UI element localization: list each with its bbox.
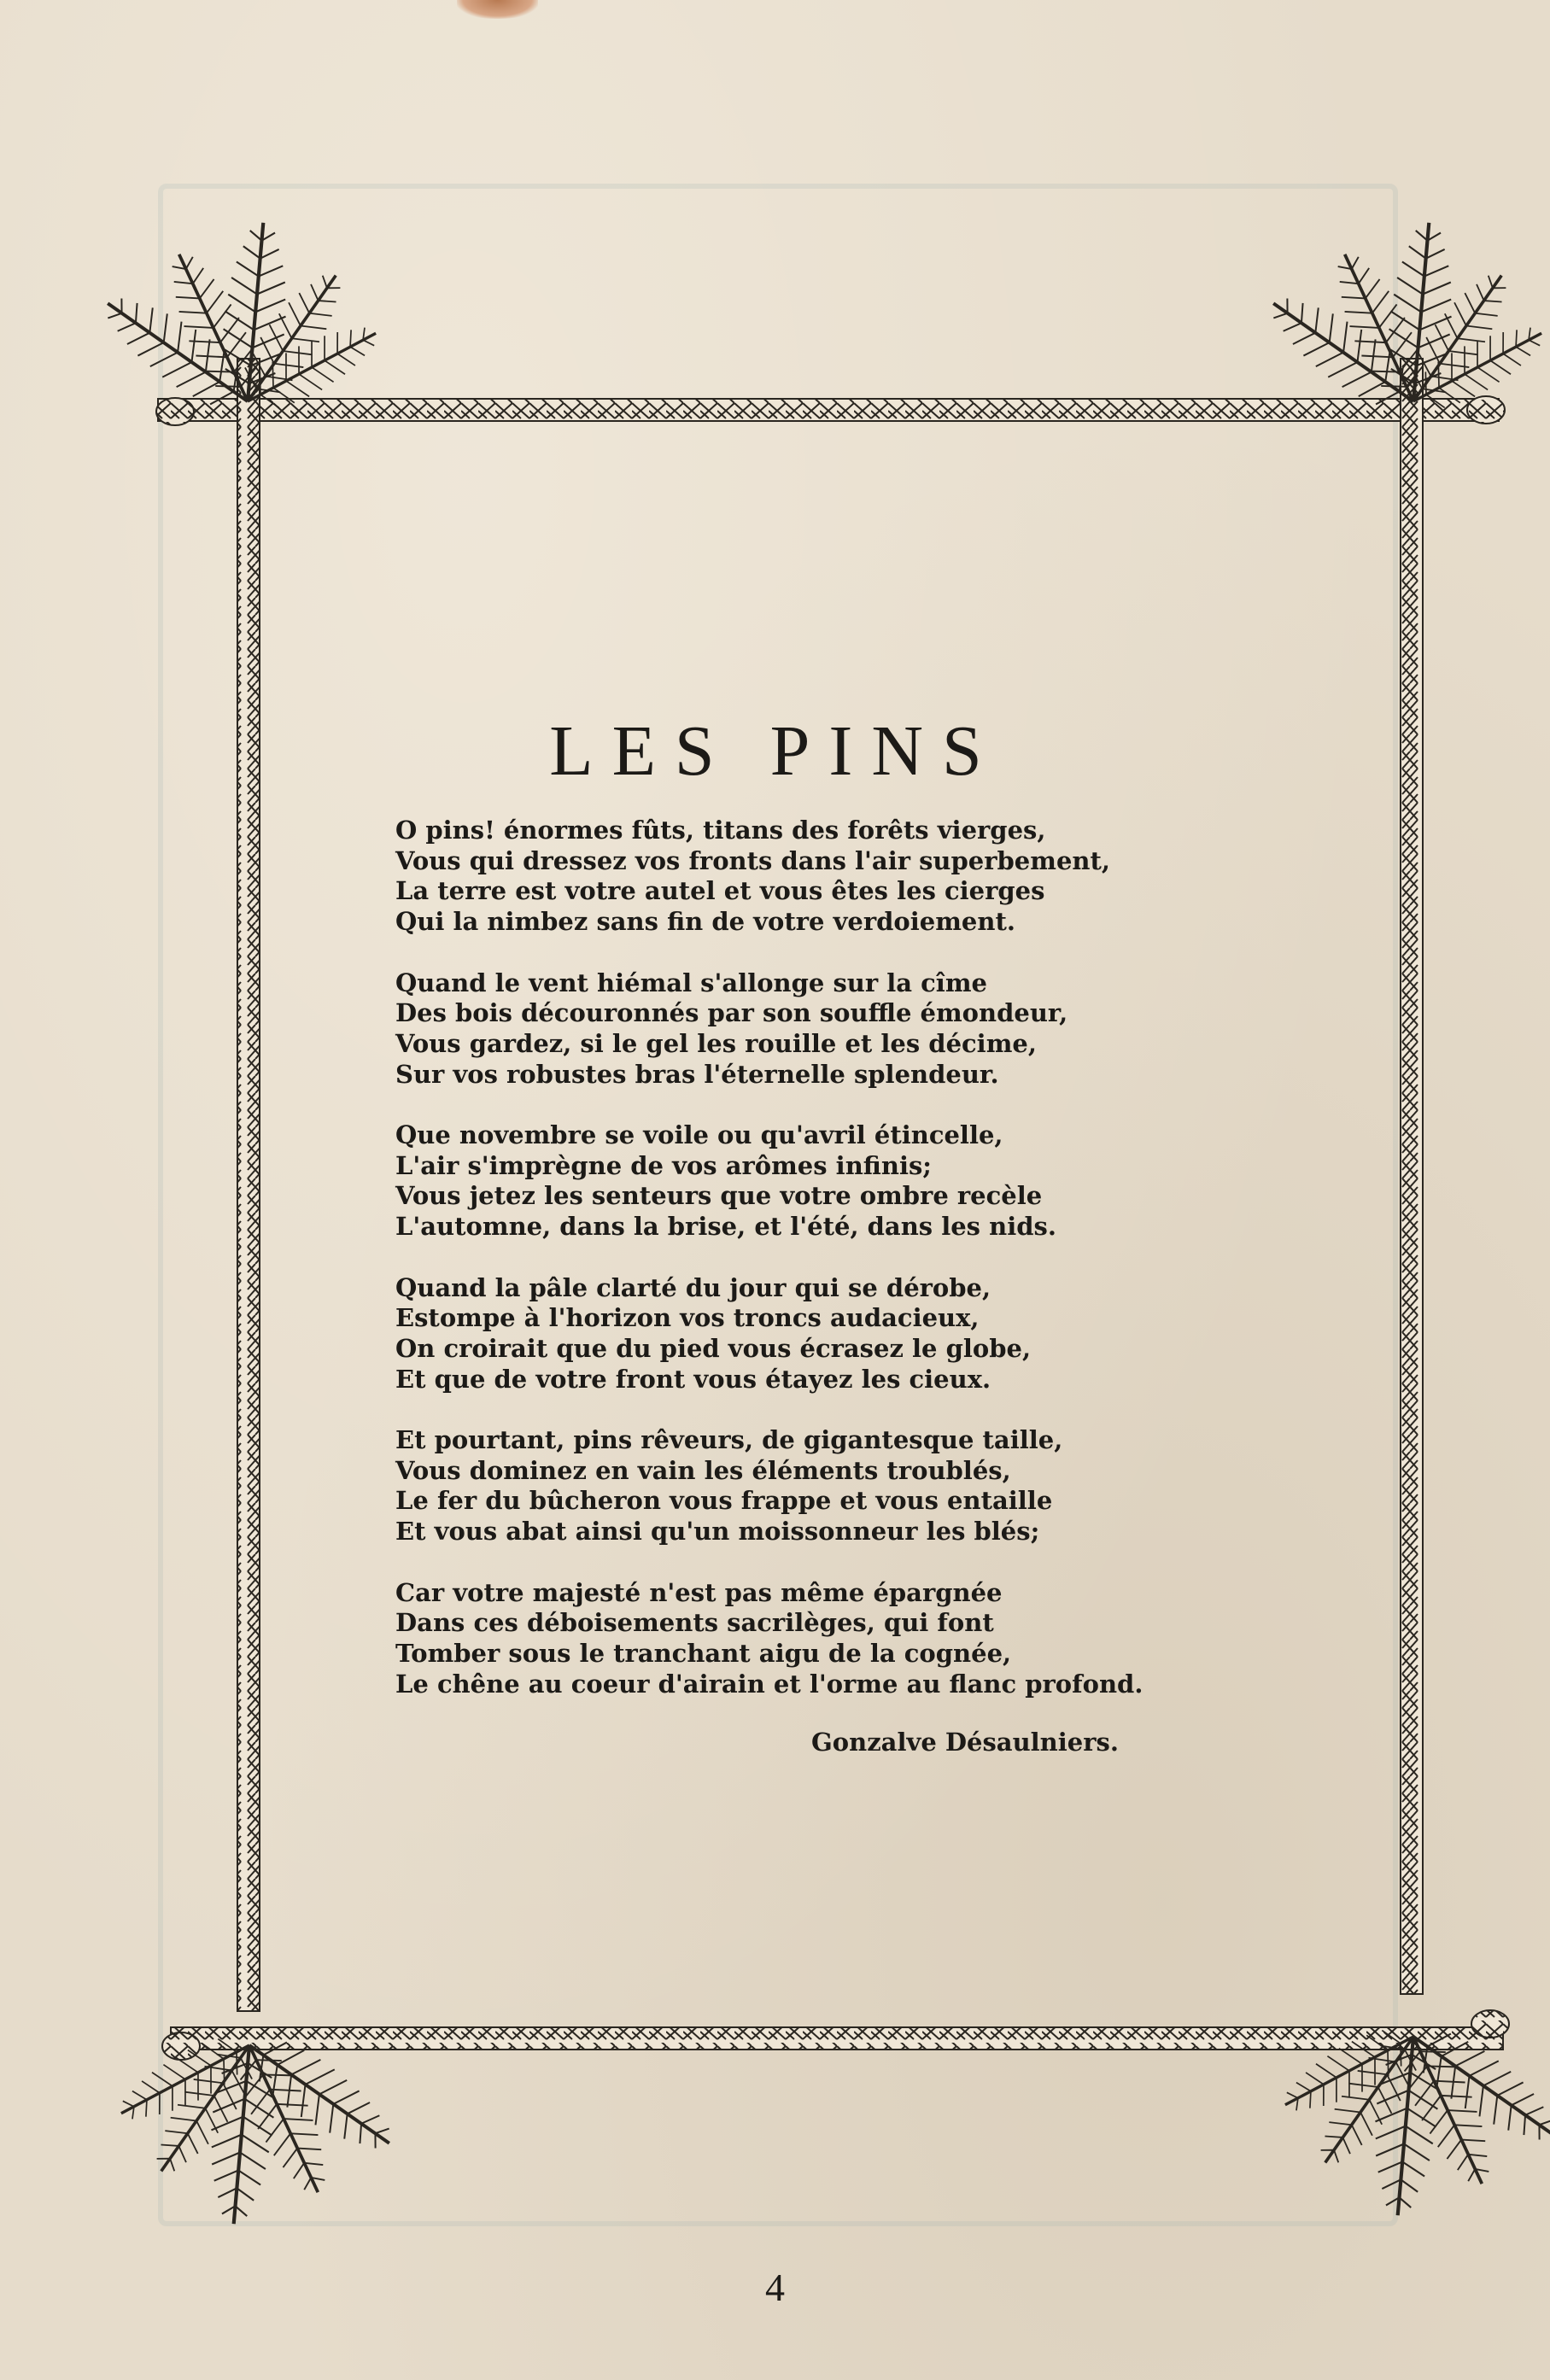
pine-branch-top-right (1257, 220, 1550, 425)
verse-line: Sur vos robustes bras l'éternelle splendeur. (395, 1059, 999, 1089)
rope-bottom (162, 2010, 1509, 2060)
verse-line: Vous jetez les senteurs que votre ombre recèle (395, 1181, 1043, 1211)
rope-top (156, 396, 1505, 425)
pine-branch-top-left (91, 220, 388, 425)
rope-left (237, 359, 260, 2011)
stanza (395, 1120, 1249, 1243)
verse-line: Des bois découronnés par son souffle émondeur, (395, 998, 1068, 1028)
verse-line: L'automne, dans la brise, et l'été, dans les nids. (395, 1212, 1056, 1242)
verse-line: L'air s'imprègne de vos arômes infinis; (395, 1150, 933, 1180)
verse-line: Dans ces déboisements sacrilèges, qui font (395, 1608, 994, 1638)
poem-body (395, 816, 1249, 1730)
verse-line: Vous gardez, si le gel les rouille et les décime, (395, 1028, 1037, 1058)
verse-line: Vous qui dressez vos fronts dans l'air superbement, (395, 845, 1110, 875)
verse-line: Le chêne au coeur d'airain et l'orme au flanc profond. (395, 1669, 1143, 1699)
pine-branch-bottom-left (109, 2021, 406, 2226)
verse-line: La terre est votre autel et vous êtes les cierges (395, 876, 1045, 906)
verse-line: Quand le vent hiémal s'allonge sur la cîme (395, 968, 987, 997)
stanza (395, 1273, 1249, 1395)
poem-author: Gonzalve Désaulniers. (811, 1728, 1119, 1757)
verse-line: Et vous abat ainsi qu'un moissonneur les blés; (395, 1517, 1040, 1547)
verse-line: Et que de votre front vous étayez les cieux. (395, 1364, 991, 1394)
rope-right (1401, 359, 1423, 1994)
page-number: 4 (765, 2266, 785, 2309)
poem-title: LES PINS (549, 711, 1001, 792)
verse-line: O pins! énormes fûts, titans des forêts vierges, (395, 816, 1046, 845)
verse-line: Tomber sous le tranchant aigu de la cognée, (395, 1638, 1012, 1668)
stanza (395, 1425, 1249, 1547)
verse-line: Estompe à l'horizon vos troncs audacieux, (395, 1303, 980, 1333)
verse-line: Qui la nimbez sans fin de votre verdoiement. (395, 907, 1015, 937)
stanza (395, 968, 1249, 1091)
verse-line: Et pourtant, pins rêveurs, de gigantesque taille, (395, 1425, 1063, 1454)
stanza (395, 816, 1249, 938)
stanza (395, 1578, 1249, 1700)
verse-line: Quand la pâle clarté du jour qui se dérobe, (395, 1272, 991, 1302)
verse-line: Le fer du bûcheron vous frappe et vous entaille (395, 1486, 1053, 1516)
verse-line: Que novembre se voile ou qu'avril étincelle, (395, 1120, 1003, 1149)
verse-line: On croirait que du pied vous écrasez le globe, (395, 1333, 1032, 1363)
verse-line: Car votre majesté n'est pas même épargnée (395, 1577, 1003, 1607)
verse-line: Vous dominez en vain les éléments troublés, (395, 1455, 1011, 1485)
